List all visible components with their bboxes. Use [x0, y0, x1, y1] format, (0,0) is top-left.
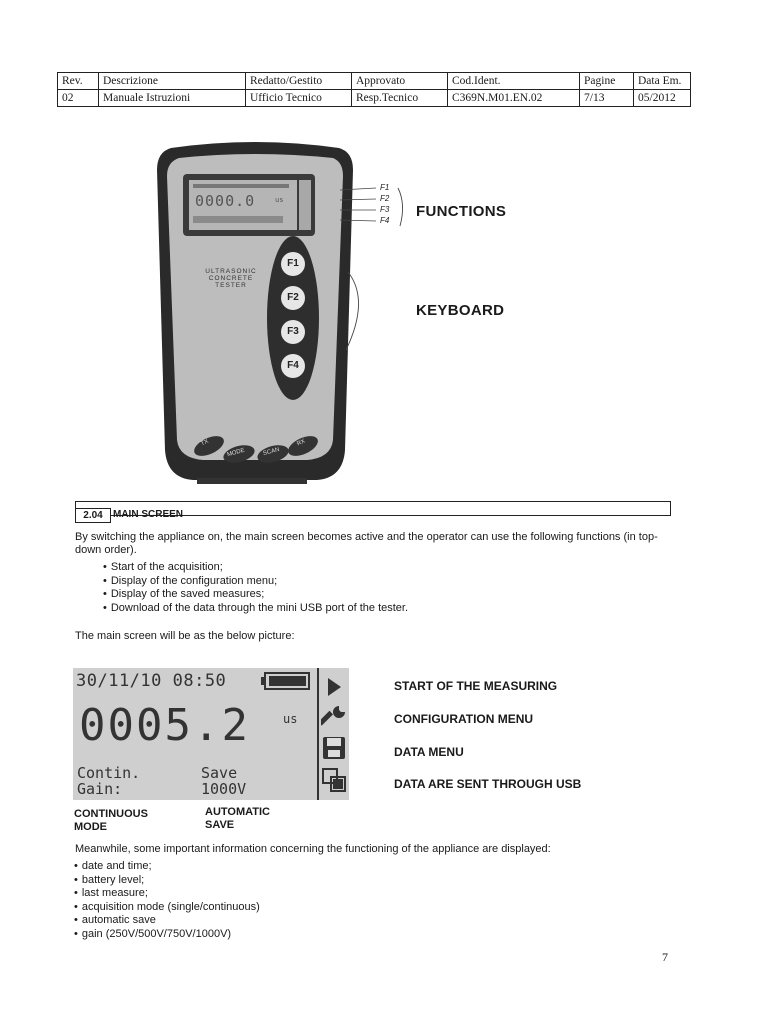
- f2-label: F2: [380, 194, 390, 203]
- device-key-mode[interactable]: MODE: [226, 447, 246, 459]
- list-item: • Display of the saved measures;: [103, 588, 663, 602]
- device-brand-label: ULTRASONIC CONCRETE TESTER: [205, 268, 257, 289]
- caption-automatic-save: AUTOMATIC SAVE: [205, 806, 270, 831]
- list-item: • Start of the acquisition;: [103, 561, 663, 575]
- val-desc: Manuale Istruzioni: [99, 90, 246, 107]
- val-rev: 02: [58, 90, 99, 107]
- device-key-tx[interactable]: TX: [200, 438, 210, 448]
- lcd-unit: us: [283, 712, 298, 726]
- header-table: [57, 72, 691, 107]
- floppy-disk-icon[interactable]: [322, 736, 346, 760]
- val-author: Ufficio Tecnico: [246, 90, 352, 107]
- device-key-rx[interactable]: RX: [296, 438, 307, 448]
- caption-continuous-mode: CONTINUOUS MODE: [74, 808, 148, 833]
- list-item: • acquisition mode (single/continuous): [74, 901, 574, 915]
- lcd-reading: 0005.2: [79, 700, 250, 751]
- list-item: • last measure;: [74, 887, 574, 901]
- keyboard-heading: KEYBOARD: [416, 302, 505, 319]
- lcd-divider: [317, 668, 319, 800]
- hdr-pages: Pagine: [580, 73, 634, 90]
- screen-intro: The main screen will be as the below picture:: [75, 630, 295, 642]
- hdr-rev: Rev.: [58, 73, 99, 90]
- list-item: • automatic save: [74, 914, 574, 928]
- wrench-icon[interactable]: [321, 704, 347, 730]
- lcd-mode: Contin.: [77, 764, 141, 782]
- hdr-code: Cod.Ident.: [448, 73, 580, 90]
- device-screen-reading: 0000.0: [195, 192, 256, 210]
- list-item: • date and time;: [74, 860, 574, 874]
- battery-icon: [261, 672, 311, 690]
- section-intro: By switching the appliance on, the main screen becomes active and the operator can use the following functions (in top-down order).: [75, 531, 658, 556]
- hdr-date: Data Em.: [634, 73, 691, 90]
- lcd-save-label: Save: [201, 764, 238, 782]
- header-table-values: [58, 90, 691, 107]
- f4-label: F4: [380, 216, 390, 225]
- device-key-f1[interactable]: F1: [281, 252, 305, 276]
- list-item: • gain (250V/500V/750V/1000V): [74, 928, 574, 942]
- lcd-gain-label: Gain:: [77, 780, 123, 798]
- device-screen-unit: us: [275, 196, 284, 204]
- info-list: [74, 860, 574, 941]
- hdr-approved: Approvato: [352, 73, 448, 90]
- device-key-f2[interactable]: F2: [281, 286, 305, 310]
- label-configuration-menu: CONFIGURATION MENU: [394, 712, 534, 726]
- list-item: • battery level;: [74, 874, 574, 888]
- header-table-labels: [58, 73, 691, 90]
- lcd-datetime: 30/11/10 08:50: [76, 671, 227, 691]
- f1-label: F1: [380, 183, 390, 192]
- hdr-desc: Descrizione: [99, 73, 246, 90]
- val-code: C369N.M01.EN.02: [448, 90, 580, 107]
- page-number: 7: [662, 950, 668, 964]
- function-list: [103, 561, 663, 615]
- label-data-menu: DATA MENU: [394, 745, 464, 759]
- functions-heading: FUNCTIONS: [416, 203, 507, 220]
- section-title: MAIN SCREEN: [113, 509, 184, 520]
- f3-label: F3: [380, 205, 390, 214]
- label-usb-transfer: DATA ARE SENT THROUGH USB: [394, 777, 582, 791]
- play-icon[interactable]: [325, 676, 343, 698]
- hdr-author: Redatto/Gestito: [246, 73, 352, 90]
- main-screen-lcd: [73, 668, 349, 800]
- list-item: • Download of the data through the mini USB port of the tester.: [103, 602, 663, 616]
- info-intro: Meanwhile, some important information concerning the functioning of the appliance are displayed:: [75, 843, 551, 855]
- device-key-f3[interactable]: F3: [281, 320, 305, 344]
- device-key-scan[interactable]: SCAN: [262, 446, 281, 458]
- usb-transfer-icon[interactable]: [322, 768, 346, 792]
- val-date: 05/2012: [634, 90, 691, 107]
- device-illustration: [157, 140, 353, 485]
- device-key-f4[interactable]: F4: [281, 354, 305, 378]
- section-number: 2.04: [75, 508, 111, 523]
- lcd-gain-value: 1000V: [201, 780, 247, 798]
- label-start-measuring: START OF THE MEASURING: [394, 679, 558, 693]
- val-approved: Resp.Tecnico: [352, 90, 448, 107]
- list-item: • Display of the configuration menu;: [103, 575, 663, 589]
- val-pages: 7/13: [580, 90, 634, 107]
